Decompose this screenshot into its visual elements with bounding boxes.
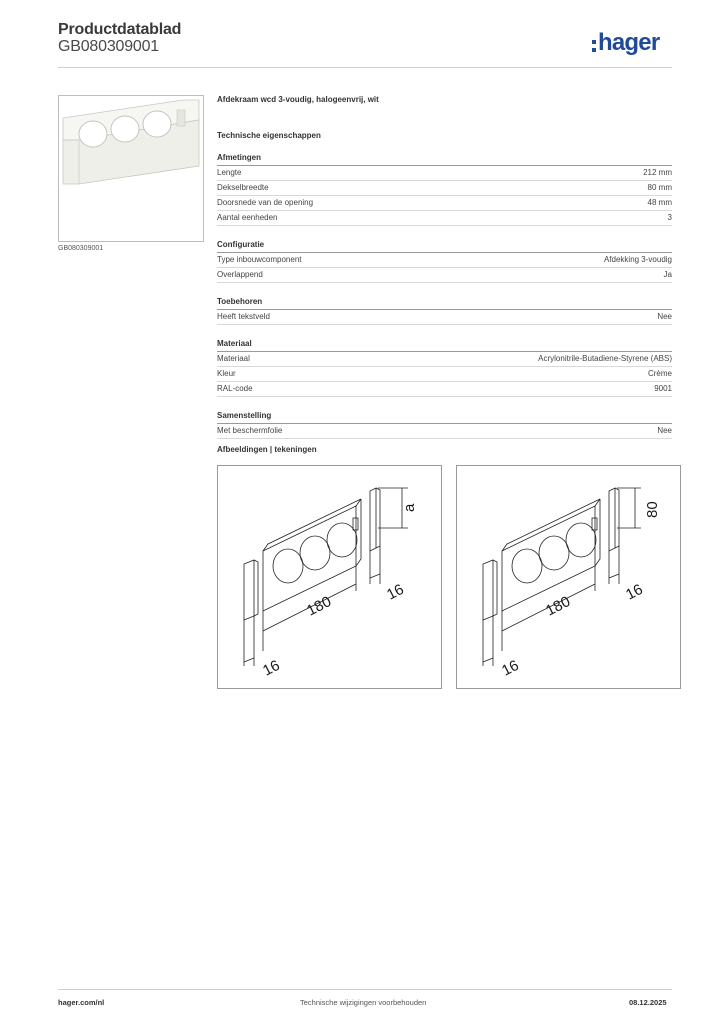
footer-divider bbox=[58, 989, 672, 990]
dim-height-label: 80 bbox=[644, 501, 661, 518]
property-row: Aantal eenheden 3 bbox=[217, 211, 672, 226]
dim-bottom-label: 16 bbox=[260, 656, 283, 680]
photo-caption: GB080309001 bbox=[58, 245, 104, 252]
dim-length-label: 180 bbox=[304, 593, 335, 620]
logo-dots-icon bbox=[592, 40, 596, 52]
images-heading: Afbeeldingen | tekeningen bbox=[217, 445, 317, 454]
product-photo bbox=[58, 95, 204, 242]
group-title: Materiaal bbox=[217, 339, 672, 352]
group-title: Samenstelling bbox=[217, 411, 672, 424]
technical-drawing-1 bbox=[217, 465, 442, 689]
dim-bottom-label: 16 bbox=[499, 656, 522, 680]
drawing-2-svg bbox=[457, 466, 680, 688]
property-row: Doorsnede van de opening 48 mm bbox=[217, 196, 672, 211]
page-title: Productdatablad bbox=[58, 21, 182, 38]
hager-logo bbox=[592, 28, 659, 58]
property-row: RAL-code 9001 bbox=[217, 382, 672, 397]
dim-side-label: 16 bbox=[623, 580, 646, 604]
dim-side-label: 16 bbox=[384, 580, 407, 604]
product-description: Afdekraam wcd 3-voudig, halogeenvrij, wit bbox=[217, 95, 379, 104]
dim-height-label: a bbox=[401, 503, 418, 512]
group-title: Afmetingen bbox=[217, 153, 672, 166]
cover-frame-image bbox=[59, 96, 203, 241]
dim-length-label: 180 bbox=[543, 593, 574, 620]
property-row: Lengte 212 mm bbox=[217, 166, 672, 181]
group-title: Toebehoren bbox=[217, 297, 672, 310]
property-row: Materiaal Acrylonitrile-Butadiene-Styrene (ABS) bbox=[217, 352, 672, 367]
property-row: Overlappend Ja bbox=[217, 268, 672, 283]
footer-website[interactable]: hager.com/nl bbox=[58, 998, 105, 1007]
footer-notice: Technische wijzigingen voorbehouden bbox=[300, 998, 427, 1007]
property-row: Met beschermfolie Nee bbox=[217, 424, 672, 439]
property-row: Kleur Crème bbox=[217, 367, 672, 382]
technical-drawing-2 bbox=[456, 465, 681, 689]
group-title: Configuratie bbox=[217, 240, 672, 253]
property-row: Type inbouwcomponent Afdekking 3-voudig bbox=[217, 253, 672, 268]
property-row: Heeft tekstveld Nee bbox=[217, 310, 672, 325]
header-divider bbox=[58, 67, 672, 68]
properties-column bbox=[217, 95, 672, 439]
drawing-1-svg bbox=[218, 466, 441, 688]
property-row: Dekselbreedte 80 mm bbox=[217, 181, 672, 196]
footer-date: 08.12.2025 bbox=[629, 998, 667, 1007]
tech-heading: Technische eigenschappen bbox=[217, 131, 321, 140]
logo-text: hager bbox=[598, 29, 660, 56]
product-code: GB080309001 bbox=[58, 38, 160, 55]
